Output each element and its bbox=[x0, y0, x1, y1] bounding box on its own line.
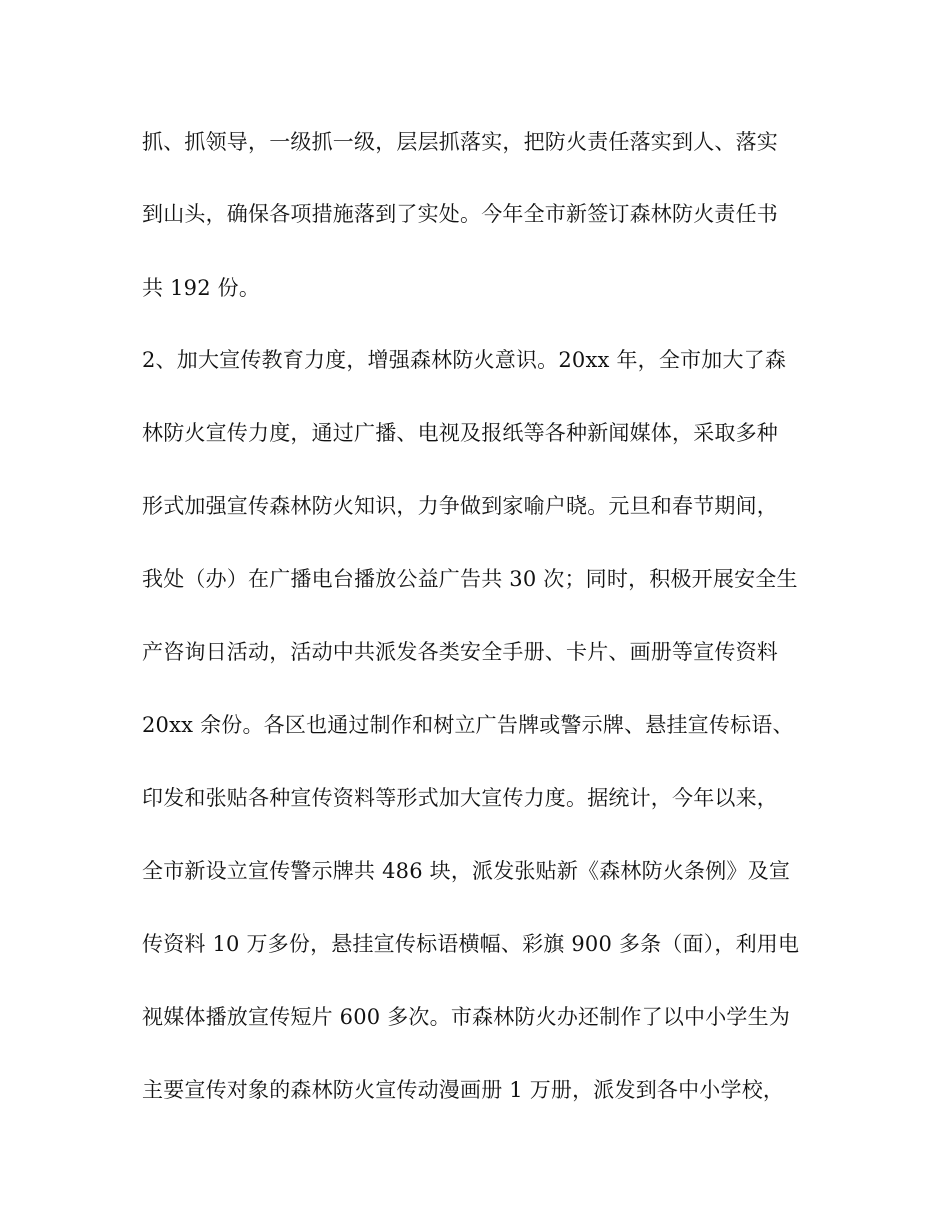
body-text-line: 我处（办）在广播电台播放公益广告共 30 次；同时，积极开展安全生 bbox=[142, 567, 798, 591]
body-text-line: 印发和张贴各种宣传资料等形式加大宣传力度。据统计，今年以来， bbox=[142, 786, 778, 810]
body-text-line: 20xx 余份。各区也通过制作和树立广告牌或警示牌、悬挂宣传标语、 bbox=[142, 713, 794, 737]
body-text-line: 传资料 10 万多份，悬挂宣传标语横幅、彩旗 900 多条（面），利用电 bbox=[142, 932, 800, 956]
body-text-line: 共 192 份。 bbox=[142, 276, 261, 300]
section-heading-line: 2、加大宣传教育力度，增强森林防火意识。20xx 年，全市加大了森 bbox=[142, 348, 787, 372]
body-text-line: 林防火宣传力度，通过广播、电视及报纸等各种新闻媒体，采取多种 bbox=[142, 421, 778, 445]
body-text-line: 到山头，确保各项措施落到了实处。今年全市新签订森林防火责任书 bbox=[142, 202, 778, 226]
body-text-line: 形式加强宣传森林防火知识，力争做到家喻户晓。元旦和春节期间， bbox=[142, 494, 778, 518]
body-text-line: 视媒体播放宣传短片 600 多次。市森林防火办还制作了以中小学生为 bbox=[142, 1005, 791, 1029]
body-text-line: 全市新设立宣传警示牌共 486 块，派发张贴新《森林防火条例》及宣 bbox=[142, 859, 791, 883]
body-text-line: 主要宣传对象的森林防火宣传动漫画册 1 万册，派发到各中小学校， bbox=[142, 1078, 785, 1102]
body-text-line: 产咨询日活动，活动中共派发各类安全手册、卡片、画册等宣传资料 bbox=[142, 640, 778, 664]
body-text-line: 抓、抓领导，一级抓一级，层层抓落实，把防火责任落实到人、落实 bbox=[142, 130, 778, 154]
